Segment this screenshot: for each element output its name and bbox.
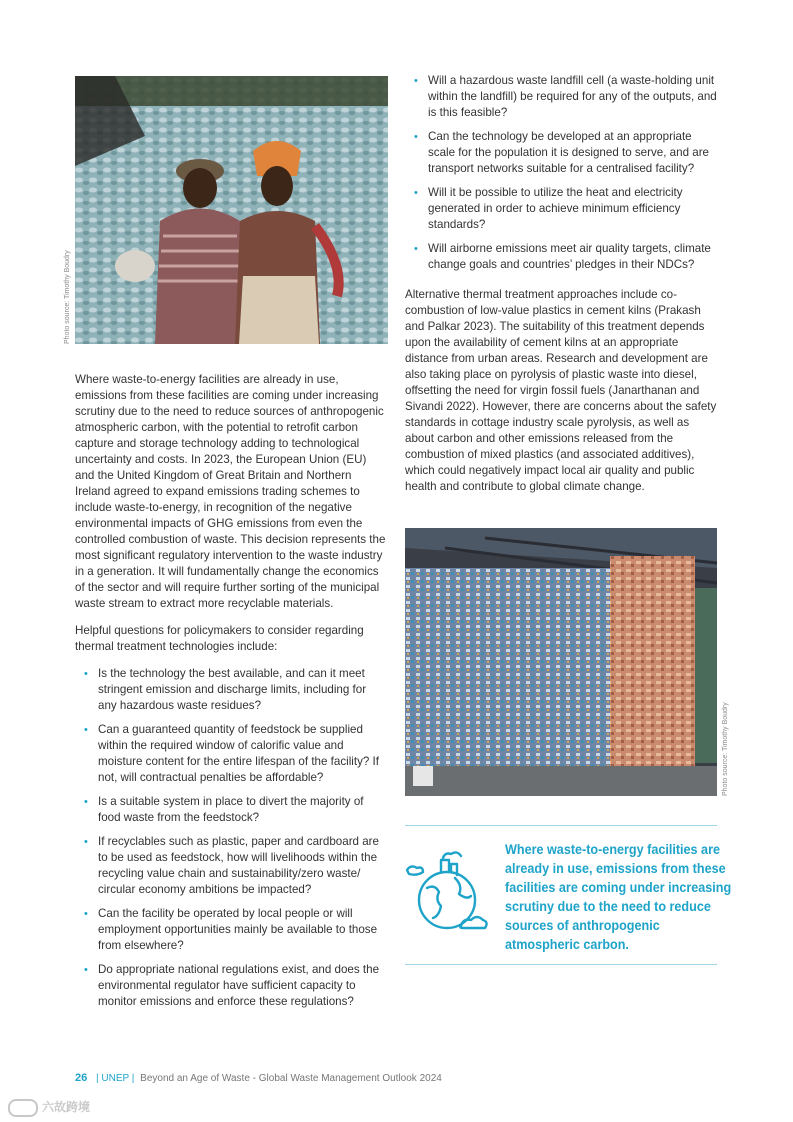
bullet-icon: •: [84, 724, 88, 736]
photo-illustration: [75, 76, 388, 344]
photo-illustration: [405, 528, 717, 796]
photo-women-plastic-bottles: [75, 76, 388, 344]
list-item: • Will airborne emissions meet air quality targets, climate change goals and countries’ pledges in their NDCs?: [414, 242, 711, 271]
list-item: • Is the technology the best available, and can it meet stringent emission and discharge limits, including for any hazardous waste residues?: [84, 667, 367, 712]
bullet-icon: •: [84, 796, 88, 808]
bullet-icon: •: [414, 243, 418, 255]
earth-factory-icon: [405, 848, 490, 938]
photo-plastic-bales: [405, 528, 717, 796]
list-item: • Can the facility be operated by local people or will employment opportunities mainly be available to those from elsewhere?: [84, 907, 378, 952]
left-column: [75, 372, 387, 1018]
list-item: • Is a suitable system in place to divert the majority of food waste from the feedstock?: [84, 795, 364, 824]
list-item: • Will it be possible to utilize the heat and electricity generated in order to achieve minimum efficiency standards?: [414, 186, 683, 231]
watermark-logo-icon: [8, 1099, 38, 1117]
bullet-icon: •: [84, 836, 88, 848]
right-paragraph: Alternative thermal treatment approaches include co-combustion of low-value plastics in cement kilns (Prakash and Palkar 2023). The suitability of this treatment depends upon the availability of cement kilns at an appropriate distance from urban areas. Research and development are also taking place on pyrolysis of plastic waste into diesel, offsetting the need for virgin fossil fuels (Janarthanan and Sivandi 2022). However, there are concerns about the safety standards in cottage industry scale pyrolysis, as well as about carbon and other emissions released from the combustion of mixed plastics (and associated additives), which could negatively impact local air quality and public health and contribute to global climate change.: [405, 288, 717, 493]
photo-credit-top: Photo source: Timothy Boudry: [64, 250, 71, 344]
left-paragraph-2: Helpful questions for policymakers to consider regarding thermal treatment technologies include:: [75, 624, 364, 653]
bullet-icon: •: [414, 187, 418, 199]
watermark: 六故跨境: [8, 1098, 90, 1117]
list-item: • If recyclables such as plastic, paper and cardboard are to be used as feedstock, how will livelihoods within the recycling value chain and sustainability/zero waste/ circular economy ambitions be impacted?: [84, 835, 379, 896]
photo-credit-bottom: Photo source: Timothy Boudry: [722, 702, 729, 796]
right-bullet-list: [405, 73, 717, 273]
bullet-icon: •: [414, 131, 418, 143]
bullet-icon: •: [84, 668, 88, 680]
bullet-icon: •: [84, 964, 88, 976]
footer-title: Beyond an Age of Waste - Global Waste Management Outlook 2024: [140, 1073, 442, 1084]
list-item: • Can the technology be developed at an appropriate scale for the population it is designed to serve, and are transport networks suitable for a centralised facility?: [414, 130, 710, 175]
bullet-icon: •: [84, 908, 88, 920]
left-bullet-list: [75, 666, 387, 1010]
quote-top-rule: [405, 825, 717, 826]
list-item: • Do appropriate national regulations exist, and does the environmental regulator have sufficient capacity to monitor emissions and enforce these regulations?: [84, 963, 380, 1008]
left-paragraph-1: Where waste-to-energy facilities are already in use, emissions from these facilities are coming under increasing scrutiny due to the need to reduce sources of anthropogenic atmospheric carbon, with the potential to retrofit carbon capture and storage technology adding to technological uncertainty and costs. In 2023, the European Union (EU) and the United Kingdom of Great Britain and Northern Ireland agreed to expand emissions trading schemes to include waste-to-energy, in recognition of the negative environmental impacts of GHG emissions from even the controlled combustion of waste. This decision represents the most significant regulatory intervention to the waste industry in a generation. It will fundamentally change the economics of the sector and will require further sorting of the municipal waste stream to extract more recyclable materials.: [75, 373, 386, 610]
page-footer: [75, 1072, 442, 1084]
right-column: [405, 73, 717, 495]
footer-org: | UNEP |: [96, 1073, 135, 1084]
pull-quote: Where waste-to-energy facilities are already in use, emissions from these facilities are coming under increasing scrutiny due to the need to reduce sources of anthropogenic atmospheric carbon.: [505, 841, 732, 952]
list-item: • Will a hazardous waste landfill cell (a waste-holding unit within the landfill) be required for any of the outputs, and is this feasible?: [414, 74, 717, 119]
list-item: • Can a guaranteed quantity of feedstock be supplied within the required window of calorific value and moisture content for the entire lifespan of the facility? If not, will contractual penalties be affordable?: [84, 723, 379, 784]
page-number: 26: [75, 1072, 88, 1084]
bullet-icon: •: [414, 75, 418, 87]
quote-bottom-rule: [405, 964, 717, 965]
